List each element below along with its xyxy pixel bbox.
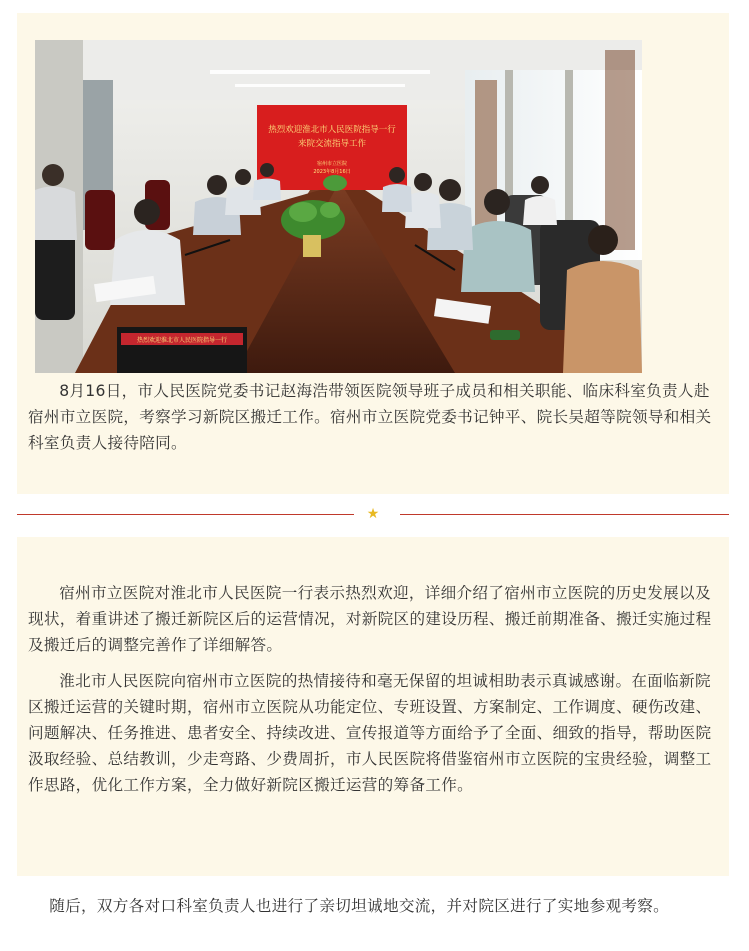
table-sign-text: 热烈欢迎淮北市人民医院指导一行 [136,337,228,344]
banner-line2: 来院交流指导工作 [297,139,367,149]
divider-line-right [400,514,729,515]
paragraph-2: 淮北市人民医院向宿州市立医院的热情接待和毫无保留的坦诚相助表示真诚感谢。在面临新院区搬迁运营的关键时期，宿州市立医院从功能定位、专班设置、方案制定、工作调度、硬伤改建、问题解决、任务推进、患者安全、持续改进、宣传报道等方面给予了全面、细致的指导，帮助医院汲取经验、总结教训，少走弯路、少费周折，市人民医院将借鉴宿州市立医院的宝贵经验，调整工作思路，优化工作方案，全力做好新院区搬迁运营的筹备工作。 [28,672,712,794]
paragraph-1: 宿州市立医院对淮北市人民医院一行表示热烈欢迎，详细介绍了宿州市立医院的历史发展以及现状，着重讲述了搬迁新院区后的运营情况，对新院区的建设历程、搬迁前期准备、搬迁实施过程及搬迁后的调整完善作了详细解答。 [28,584,712,654]
meeting-photo [35,40,642,373]
section-divider [17,506,729,525]
paragraph-3: 随后，双方各对口科室负责人也进行了亲切坦诚地交流，并对院区进行了实地参观考察。 [49,897,670,915]
banner-org: 宿州市立医院 [316,161,348,167]
photo-card [17,13,729,494]
divider-line-left [17,514,354,515]
banner-line1: 热烈欢迎淮北市人民医院指导一行 [268,125,396,135]
photo-caption: 8月16日，市人民医院党委书记赵海浩带领医院领导班子成员和相关职能、临床科室负责人赴宿州市立医院，考察学习新院区搬迁工作。宿州市立医院党委书记钟平、院长吴超等院领导和相关科室负责人接待陪同。 [28,382,712,452]
banner-date: 2023年8月16日 [313,169,351,175]
star-icon: ★ [366,506,380,522]
